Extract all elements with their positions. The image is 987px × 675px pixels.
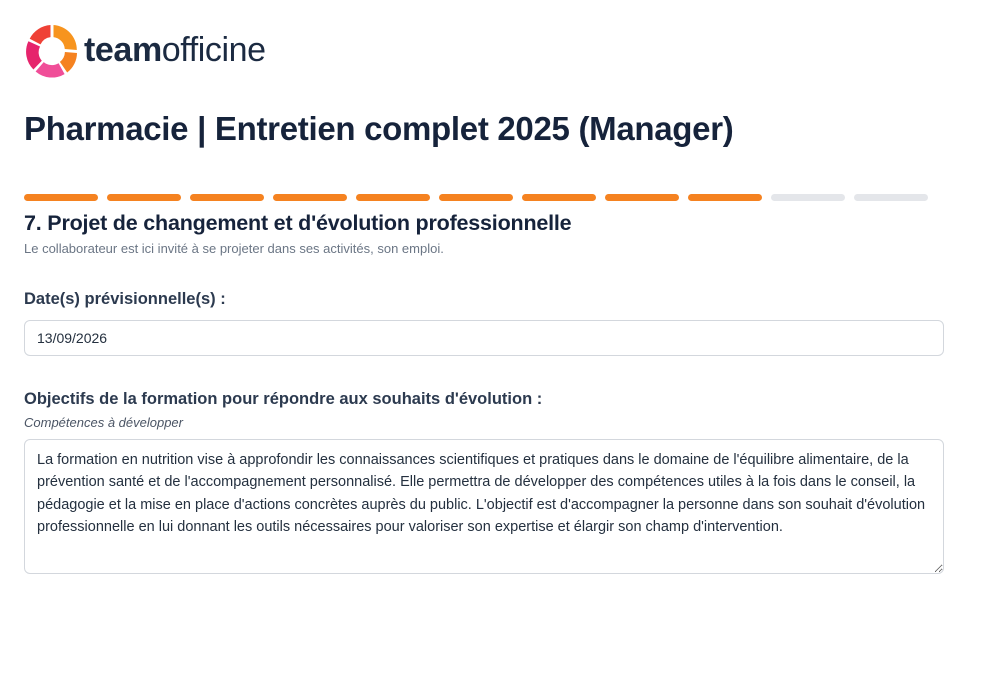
- section-heading: 7. Projet de changement et d'évolution professionnelle: [24, 211, 572, 235]
- progress-step-10[interactable]: [771, 194, 845, 201]
- date-field-group: [24, 290, 963, 356]
- progress-step-7[interactable]: [522, 194, 596, 201]
- date-field-label: Date(s) prévisionnelle(s) :: [24, 290, 226, 308]
- progress-step-6[interactable]: [439, 194, 513, 201]
- brand-name-bold: team: [84, 31, 162, 69]
- progress-step-1[interactable]: [24, 194, 98, 201]
- section-subheading: Le collaborateur est ici invité à se projeter dans ses activités, son emploi.: [24, 241, 444, 256]
- progress-step-2[interactable]: [107, 194, 181, 201]
- progress-step-8[interactable]: [605, 194, 679, 201]
- progress-step-4[interactable]: [273, 194, 347, 201]
- progress-step-3[interactable]: [190, 194, 264, 201]
- objectifs-field-hint: Compétences à développer: [24, 415, 183, 430]
- teamofficine-ring-logo-icon: [24, 22, 80, 78]
- objectifs-field-label: Objectifs de la formation pour répondre aux souhaits d'évolution :: [24, 390, 543, 408]
- page-title: Pharmacie | Entretien complet 2025 (Manager): [24, 110, 734, 147]
- objectifs-field-group: [24, 390, 963, 574]
- progress-step-9[interactable]: [688, 194, 762, 201]
- progress-step-11[interactable]: [854, 194, 928, 201]
- date-previsionnelle-input[interactable]: [24, 320, 944, 356]
- objectifs-formation-textarea[interactable]: [24, 439, 944, 574]
- brand-header: [24, 0, 963, 86]
- brand-name-regular: officine: [161, 31, 266, 69]
- progress-steps: [24, 194, 963, 201]
- brand-wordmark: [84, 33, 266, 67]
- progress-step-5[interactable]: [356, 194, 430, 201]
